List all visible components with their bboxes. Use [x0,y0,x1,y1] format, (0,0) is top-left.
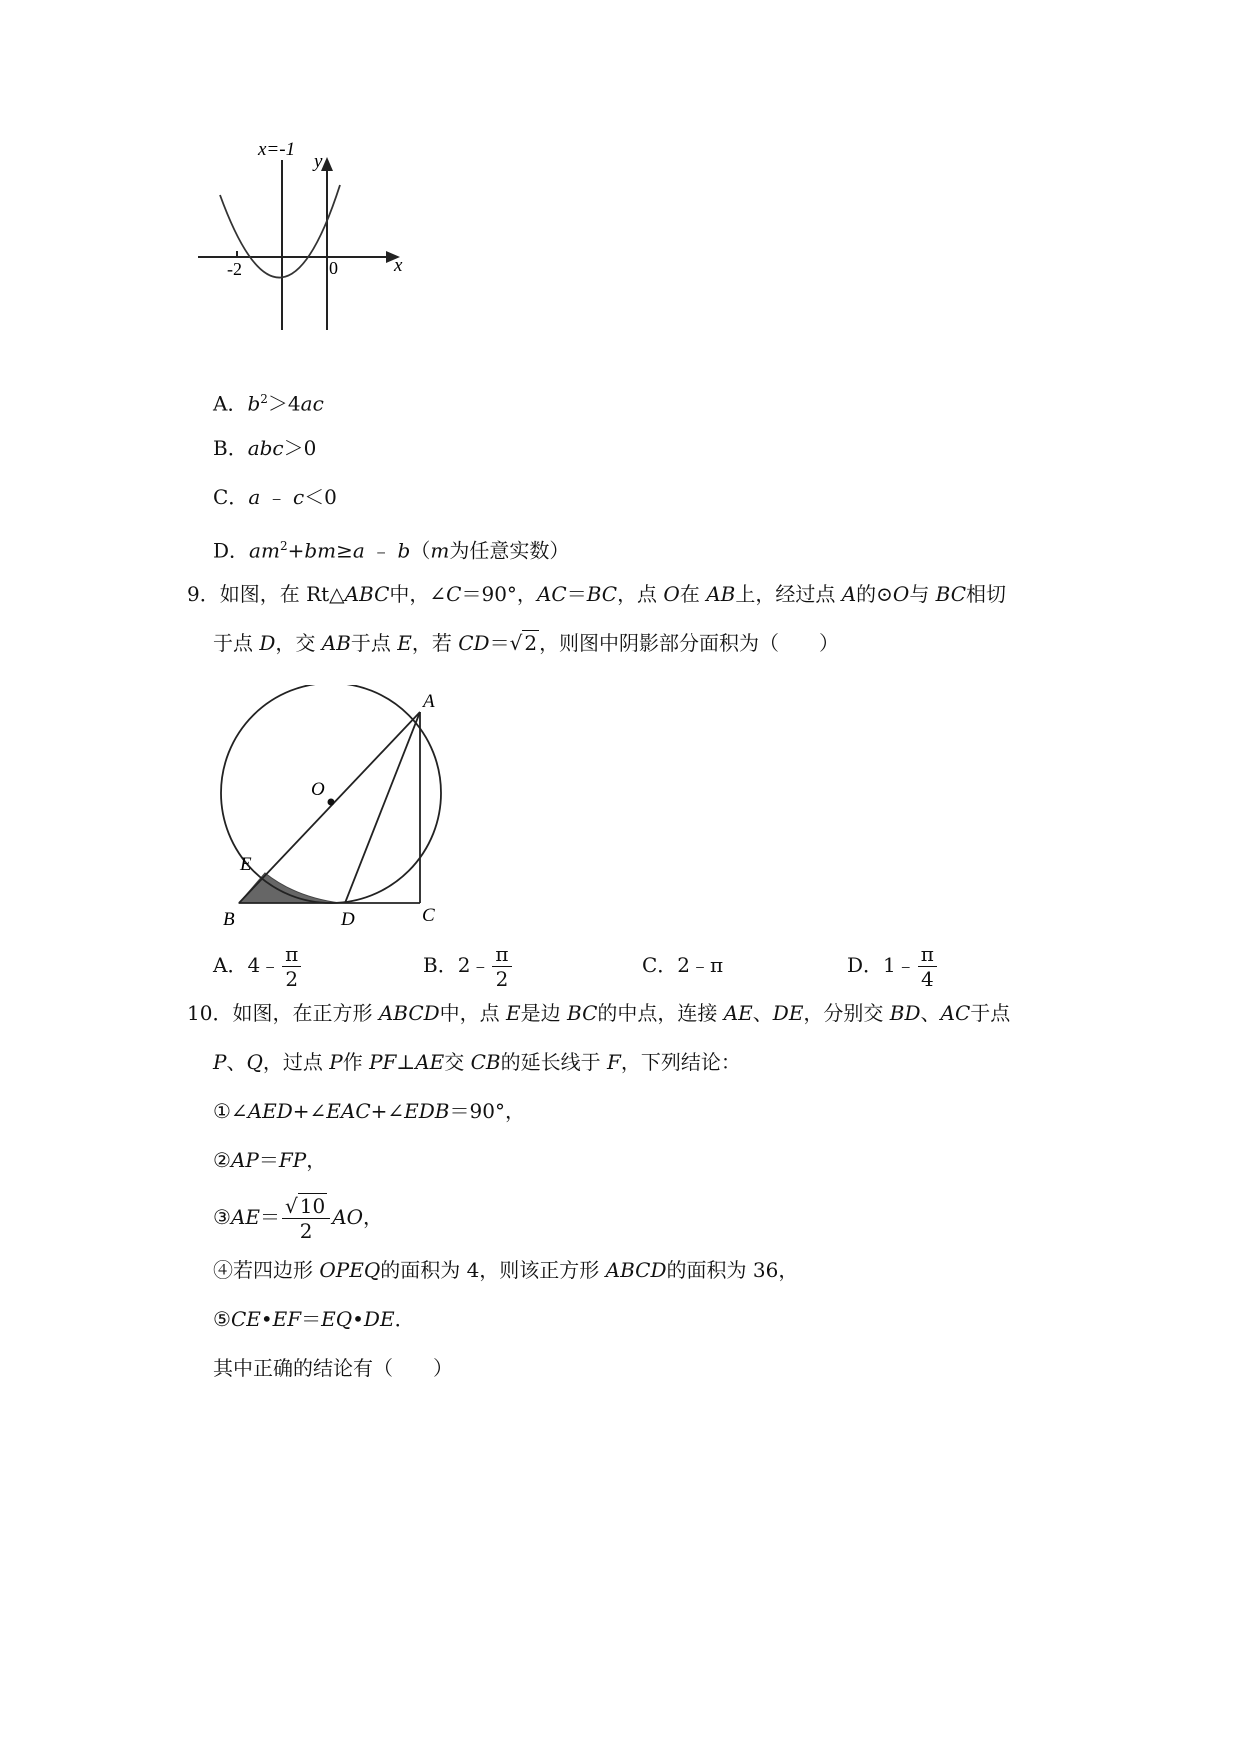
text: + [287,538,305,563]
text: ，若 [411,631,459,655]
var: ac [300,391,324,416]
q10-statement-4 [213,1256,798,1284]
q10-line1 [187,999,1010,1027]
var: PF [369,1050,397,1074]
text: ﹣ [260,485,293,509]
var: BC [567,1001,598,1025]
text: ＝ [489,631,510,655]
option-label: B．2﹣ [423,953,491,977]
var: CD [458,631,490,655]
var: bm [304,538,337,563]
text: ＝ [259,1205,280,1229]
q10-ask [213,1354,453,1382]
var: FP [278,1148,307,1172]
text: ． [394,1307,415,1331]
label-d: D [341,909,355,930]
var: CE [230,1307,261,1331]
var: AC [940,1001,971,1025]
var: am [249,538,280,563]
text: • [260,1307,273,1331]
label-x: x [394,255,403,276]
text: ③ [213,1205,231,1229]
text: ， [306,1148,327,1172]
radicand: 10 [299,1194,326,1218]
text: ＝90°， [461,582,537,606]
var: m [430,538,450,563]
q10-statement-2 [213,1146,326,1174]
label-a: A [423,691,435,712]
text: 于点 [970,1001,1011,1025]
text: 交 [444,1050,471,1074]
var: a [352,538,365,563]
text: 如图，在 Rt△ [219,582,345,606]
label-y: y [314,151,323,172]
var: O [663,582,680,606]
var: F [606,1050,621,1074]
text: • [352,1307,364,1331]
fraction [918,942,937,991]
q9-option-a [213,939,303,991]
var: AB [321,631,351,655]
text: ⑤ [213,1307,231,1331]
text: ④若四边形 [213,1258,320,1282]
circle-figure [215,685,465,930]
var: AE [230,1205,260,1229]
q10-statement-5 [213,1305,415,1333]
text: 的延长线于 [500,1050,607,1074]
circle-o [221,685,441,903]
var: EF [272,1307,302,1331]
q10-statement-1 [213,1097,525,1125]
text: 与 [909,582,936,606]
center-point-o [328,799,335,806]
var: EDB [404,1099,450,1123]
label-e: E [240,854,252,875]
fraction [282,1194,330,1243]
label-o: O [311,779,325,800]
text: 的⊙ [856,582,893,606]
denominator: 2 [285,967,299,991]
text: 、 [752,1001,773,1025]
text: ＜0 [304,485,337,509]
text: ， [363,1205,384,1229]
text: 中，∠ [389,582,447,606]
text: ①∠ [213,1099,248,1123]
var: abc [247,436,284,460]
text: ＞4 [267,391,301,416]
text: 其中正确的结论有（ ） [213,1356,453,1380]
y-axis-arrow [321,157,333,171]
text: 的中点，连接 [597,1001,724,1025]
text: 在 [679,582,707,606]
var: OPEQ [319,1258,381,1282]
text: ≥ [336,538,353,563]
var: b [397,538,411,563]
sup: 2 [279,539,288,553]
text: 、 [226,1050,247,1074]
denominator: 4 [920,967,934,991]
text: 为任意实数） [449,538,570,563]
var: P [329,1050,343,1074]
text: 作 [342,1050,370,1074]
numerator: π [282,942,301,967]
var: BC [586,582,618,606]
var: AP [230,1148,259,1172]
text: ＝ [566,582,587,606]
var: A [841,582,857,606]
var: a [248,485,261,509]
question-number: 10． [187,1001,233,1025]
option-label: C． [213,485,249,509]
text: ＝ [301,1307,322,1331]
q9-line1 [187,580,1006,608]
var: BD [889,1001,921,1025]
numerator [282,1194,330,1219]
label-b: B [223,909,235,930]
text: ＝ [258,1148,279,1172]
var: AC [536,582,567,606]
q8-option-c [213,483,337,511]
q8-option-b [213,434,316,462]
q8-option-d [213,532,569,565]
label-x-eq-neg1: x=-1 [258,139,296,160]
q9-line2 [213,629,839,657]
var: AE [723,1001,753,1025]
var: EAC [326,1099,371,1123]
label-neg2: -2 [227,259,242,279]
sup: 2 [260,392,268,406]
option-label: A． [213,391,248,416]
option-label: D． [213,538,250,563]
text: +∠ [292,1099,327,1123]
text: 上，经过点 [735,582,842,606]
var: E [397,631,412,655]
var: EQ [321,1307,353,1331]
q8-option-a [213,385,324,418]
denominator: 2 [495,967,509,991]
var: ABC [344,582,390,606]
text: +∠ [370,1099,405,1123]
q9-option-b [423,939,514,991]
var: c [292,485,305,509]
segment-ba [239,712,420,903]
text: 是边 [520,1001,567,1025]
var: DE [772,1001,804,1025]
radicand: 2 [524,631,538,655]
text: 的面积为 36， [666,1258,799,1282]
var: Q [246,1050,263,1074]
text: 的面积为 4，则该正方形 [380,1258,606,1282]
var: AO [332,1205,364,1229]
numerator: π [492,942,511,967]
fraction [282,942,301,991]
text: （ [410,538,431,563]
var: b [247,391,261,416]
text: ⊥ [396,1050,416,1074]
option-label: C．2﹣π [642,953,724,977]
q9-option-c [642,939,723,991]
text: ﹣ [364,538,398,563]
text: ，交 [275,631,322,655]
text: ，分别交 [803,1001,890,1025]
question-number: 9． [187,582,220,606]
var: D [259,631,276,655]
numerator: π [918,942,937,967]
label-zero: 0 [329,258,338,278]
var: ABCD [605,1258,667,1282]
var: AED [247,1099,293,1123]
var: AB [706,582,736,606]
text: 中，点 [439,1001,507,1025]
text: ，过点 [262,1050,330,1074]
sqrt-2: √ 2 [509,631,538,655]
option-label: D．1﹣ [847,953,916,977]
var: P [213,1050,227,1074]
text: ，下列结论： [620,1050,741,1074]
option-label: B． [213,436,248,460]
var: C [446,582,462,606]
var: O [892,582,910,606]
var: ABCD [378,1001,440,1025]
q9-option-d [847,939,939,991]
var: CB [470,1050,501,1074]
text: 于点 [350,631,398,655]
var: DE [363,1307,395,1331]
text: ＞0 [283,436,317,460]
text: 相切 [966,582,1007,606]
segment-ad [345,712,420,903]
denominator: 2 [299,1219,313,1243]
var: E [506,1001,521,1025]
sqrt-10: √ 10 [284,1194,326,1218]
q10-statement-3 [213,1189,383,1245]
option-label: A．4﹣ [213,953,281,977]
text: ，点 [617,582,664,606]
text: 、 [920,1001,941,1025]
text: 如图，在正方形 [232,1001,379,1025]
parabola-figure [190,135,425,340]
label-c: C [422,905,435,926]
fraction [492,942,511,991]
text: ，则图中阴影部分面积为（ ） [539,631,840,655]
text: ＝90°， [449,1099,525,1123]
var: AE [415,1050,445,1074]
text: ② [213,1148,231,1172]
text: 于点 [213,631,260,655]
q10-line2 [213,1048,741,1076]
var: BC [935,582,967,606]
